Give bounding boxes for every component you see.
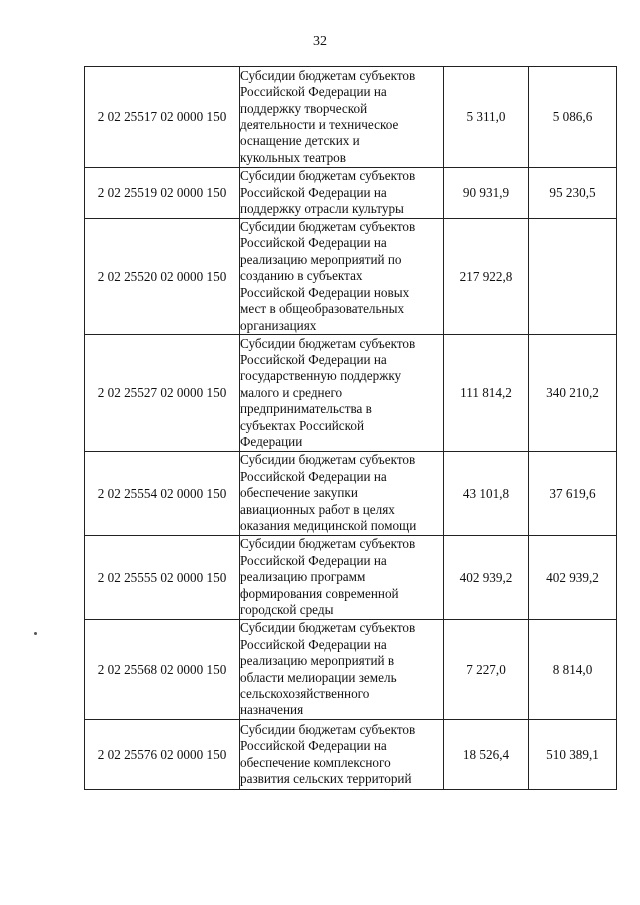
amount-second-column: 37 619,6 [529,452,617,536]
classification-code: 2 02 25527 02 0000 150 [85,335,240,452]
description-line: назначения [240,702,304,718]
classification-code: 2 02 25520 02 0000 150 [85,219,240,335]
revenue-description [240,67,444,168]
description-line: Российской Федерации на [240,235,387,251]
table-row [85,335,617,452]
amount-first-column: 402 939,2 [444,536,529,620]
description-line: сельскохозяйственного [240,685,370,701]
amount-second-column: 95 230,5 [529,168,617,219]
description-line: Субсидии бюджетам субъектов [240,536,416,552]
description-line: Федерации [240,434,303,450]
revenue-description [240,168,444,219]
classification-code: 2 02 25519 02 0000 150 [85,168,240,219]
description-line: Субсидии бюджетам субъектов [240,721,416,737]
description-line: Российской Федерации на [240,468,387,484]
amount-first-column: 7 227,0 [444,620,529,720]
description-line: реализацию мероприятий в [240,653,395,669]
amount-second-column: 510 389,1 [529,720,617,790]
amount-first-column: 18 526,4 [444,720,529,790]
classification-code: 2 02 25576 02 0000 150 [85,720,240,790]
description-line: субъектах Российской [240,417,365,433]
classification-code: 2 02 25517 02 0000 150 [85,67,240,168]
description-line: Российской Федерации на [240,552,387,568]
amount-first-column: 217 922,8 [444,219,529,335]
amount-second-column: 5 086,6 [529,67,617,168]
description-line: Субсидии бюджетам субъектов [240,452,416,468]
description-line: созданию в субъектах [240,268,363,284]
description-line: обеспечение комплексного [240,754,391,770]
description-line: Субсидии бюджетам субъектов [240,335,416,351]
description-line: области мелиорации земель [240,669,397,685]
table-row [85,720,617,790]
page-number: 32 [313,34,327,49]
description-line: Российской Федерации новых [240,284,410,300]
revenue-description [240,219,444,335]
revenue-description [240,536,444,620]
amount-first-column: 90 931,9 [444,168,529,219]
description-line: развития сельских территорий [240,770,412,786]
amount-first-column: 5 311,0 [444,67,529,168]
scan-speck [34,632,37,635]
description-line: формирования современной [240,585,399,601]
amount-second-column: 402 939,2 [529,536,617,620]
description-line: оказания медицинской помощи [240,518,417,534]
amount-second-column [529,219,617,335]
amount-first-column: 43 101,8 [444,452,529,536]
description-line: малого и среднего [240,384,343,400]
description-line: деятельности и техническое [240,117,399,132]
description-line: предпринимательства в [240,401,372,417]
description-line: реализацию мероприятий по [240,251,402,267]
description-line: Субсидии бюджетам субъектов [240,67,416,83]
table-row [85,620,617,720]
revenue-description [240,335,444,452]
table-row [85,67,617,168]
table-row [85,168,617,219]
amount-second-column: 340 210,2 [529,335,617,452]
description-line: Субсидии бюджетам субъектов [240,219,416,235]
description-line: Субсидии бюджетам субъектов [240,620,416,636]
amount-second-column: 8 814,0 [529,620,617,720]
description-line: Российской Федерации на [240,738,387,754]
classification-code: 2 02 25555 02 0000 150 [85,536,240,620]
description-line: авиационных работ в целях [240,501,395,517]
revenue-description [240,452,444,536]
description-line: мест в общеобразовательных [240,301,405,317]
table-row [85,536,617,620]
description-line: обеспечение закупки [240,485,358,501]
budget-revenue-table [84,66,617,790]
revenue-description [240,720,444,790]
description-line: Российской Федерации на [240,636,387,652]
description-line: поддержку отрасли культуры [240,201,404,217]
description-line: городской среды [240,602,334,618]
description-line: Российской Федерации на [240,84,387,100]
description-line: Российской Федерации на [240,351,387,367]
revenue-description [240,620,444,720]
description-line: Субсидии бюджетам субъектов [240,168,416,184]
description-line: Российской Федерации на [240,184,387,200]
description-line: кукольных театров [240,149,347,165]
description-line: организациях [240,317,317,333]
description-line: оснащение детских и [240,133,360,149]
classification-code: 2 02 25554 02 0000 150 [85,452,240,536]
table-row [85,219,617,335]
description-line: поддержку творческой [240,100,368,116]
table-row [85,452,617,536]
description-line: реализацию программ [240,569,366,585]
amount-first-column: 111 814,2 [444,335,529,452]
description-line: государственную поддержку [240,368,402,384]
classification-code: 2 02 25568 02 0000 150 [85,620,240,720]
